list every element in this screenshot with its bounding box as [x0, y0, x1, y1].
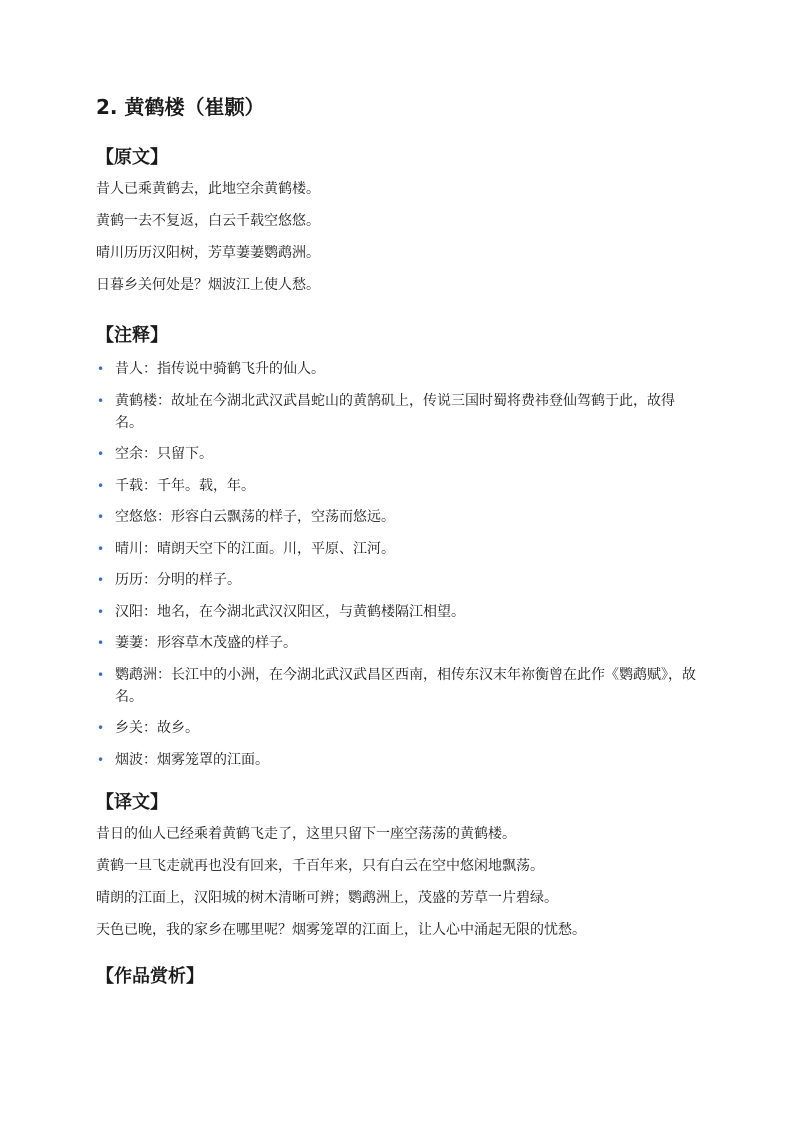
note-text: 晴川：晴朗天空下的江面。川，平原、江河。	[115, 540, 395, 557]
original-line: 晴川历历汉阳树，芳草萋萋鹦鹉洲。	[96, 245, 320, 261]
bullet-icon: •	[97, 636, 105, 650]
bullet-icon: •	[97, 721, 105, 735]
document-page	[96, 94, 696, 989]
note-text: 千载：千年。载，年。	[115, 477, 255, 494]
note-text: 历历：分明的样子。	[115, 572, 241, 588]
note-text: 乡关：故乡。	[115, 720, 199, 736]
note-text: 空余：只留下。	[115, 446, 213, 462]
original-text	[96, 178, 696, 296]
note-text: 黄鹤楼：故址在今湖北武汉武昌蛇山的黄鹄矶上，传说三国时蜀将费祎登仙驾鹤于此，故得名。	[115, 392, 675, 431]
bullet-icon: •	[97, 362, 105, 376]
note-text: 烟波：烟雾笼罩的江面。	[115, 751, 269, 768]
note-text: 汉阳：地名，在今湖北武汉汉阳区，与黄鹤楼隔江相望。	[115, 603, 465, 620]
note-item	[96, 569, 696, 591]
bullet-icon: •	[97, 478, 105, 493]
note-item	[96, 538, 696, 560]
bullet-icon: •	[97, 667, 105, 682]
bullet-icon: •	[97, 510, 105, 524]
note-text: 萋萋：形容草木茂盛的样子。	[115, 635, 297, 651]
note-item	[96, 749, 696, 771]
translation-line: 晴朗的江面上，汉阳城的树木清晰可辨；鹦鹉洲上，茂盛的芳草一片碧绿。	[96, 889, 558, 906]
note-item	[96, 443, 696, 465]
note-item	[96, 632, 696, 654]
section-heading-notes: 【注释】	[96, 325, 168, 346]
note-item	[96, 601, 696, 623]
bullet-icon: •	[97, 604, 105, 619]
note-text: 鹦鹉洲：长江中的小洲，在今湖北武汉武昌区西南，相传东汉末年祢衡曾在此作《鹦鹉赋》，故名。	[115, 666, 696, 705]
original-line: 黄鹤一去不复返，白云千载空悠悠。	[96, 213, 320, 229]
bullet-icon: •	[97, 393, 105, 408]
note-item	[96, 717, 696, 739]
bullet-icon: •	[97, 573, 105, 587]
translation-text	[96, 823, 696, 941]
translation-line: 天色已晚，我的家乡在哪里呢？烟雾笼罩的江面上，让人心中涌起无限的忧愁。	[96, 921, 586, 938]
bullet-icon: •	[97, 752, 105, 767]
bullet-icon: •	[97, 447, 105, 461]
note-item	[96, 475, 696, 497]
bullet-icon: •	[97, 541, 105, 556]
original-line: 日暮乡关何处是？烟波江上使人愁。	[96, 277, 320, 293]
note-item	[96, 506, 696, 528]
section-heading-appreciation: 【作品赏析】	[96, 965, 204, 987]
translation-line: 昔日的仙人已经乘着黄鹤飞走了，这里只留下一座空荡荡的黄鹤楼。	[96, 825, 516, 842]
note-item	[96, 358, 696, 380]
note-text: 空悠悠：形容白云飘荡的样子，空荡而悠远。	[115, 509, 395, 525]
notes-list	[96, 358, 696, 771]
note-text: 昔人：指传说中骑鹤飞升的仙人。	[115, 361, 325, 377]
section-heading-translation: 【译文】	[96, 791, 168, 813]
translation-line: 黄鹤一旦飞走就再也没有回来，千百年来，只有白云在空中悠闲地飘荡。	[96, 857, 544, 874]
poem-title: 2. 黄鹤楼（崔颢）	[96, 95, 265, 119]
note-item	[96, 664, 696, 708]
original-line: 昔人已乘黄鹤去，此地空余黄鹤楼。	[96, 181, 320, 197]
note-item	[96, 390, 696, 434]
section-heading-original: 【原文】	[96, 147, 168, 168]
